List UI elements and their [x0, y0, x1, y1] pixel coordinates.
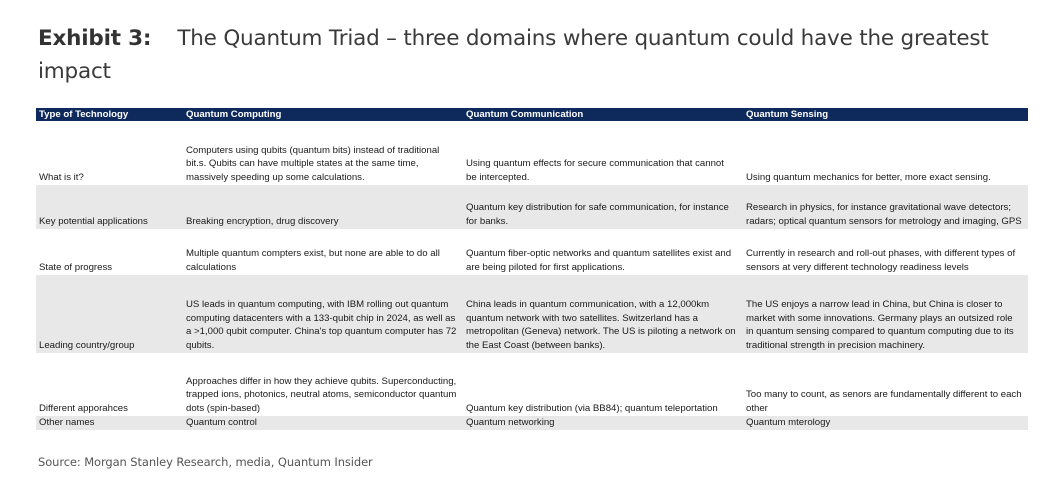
- sensing-cell: Quantum mterology: [743, 416, 1028, 430]
- row-label: Leading country/group: [36, 275, 183, 353]
- computing-cell: Approaches differ in how they achieve qubits. Superconducting, trapped ions, photonics, neutral atoms, semiconductor quantum dots (spin-based): [186, 375, 457, 415]
- row-label: What is it?: [39, 172, 84, 184]
- row-label: Key potential applications: [36, 185, 183, 229]
- exhibit-label: Exhibit 3:: [38, 26, 152, 51]
- table-row-what-is-it: [36, 121, 1028, 185]
- table-header-row: [36, 108, 1028, 121]
- sensing-cell: The US enjoys a narrow lead in China, but China is closer to market with some innovations. Germany plays an outsized role in quantum sensing compared to quantum computing due to its traditional strength in precision machinery.: [743, 275, 1028, 353]
- row-label: State of progress: [39, 262, 113, 274]
- exhibit-title: [38, 22, 1028, 88]
- table-row-key-applications: [36, 185, 1028, 229]
- header-type-of-technology: Type of Technology: [36, 108, 183, 121]
- source-note: Source: Morgan Stanley Research, media, Quantum Insider: [38, 455, 373, 469]
- sensing-cell: Too many to count, as senors are fundamentally different to each other: [746, 389, 1022, 415]
- table-row-other-names: [36, 416, 1028, 430]
- communication-cell: China leads in quantum communication, with a 12,000km quantum network with two satellites. Switzerland has a metropolitan (Geneva) network. The US is piloting a network on the East Coast (between banks).: [463, 275, 743, 353]
- communication-cell: Quantum key distribution for safe communication, for instance for banks.: [463, 185, 743, 229]
- communication-cell: Quantum fiber-optic networks and quantum satellites exist and are being piloted for first applications.: [466, 248, 732, 274]
- sensing-cell: Research in physics, for instance gravitational wave detectors; radars; optical quantum sensors for metrology and imaging, GPS: [743, 185, 1028, 229]
- sensing-cell: Using quantum mechanics for better, more exact sensing.: [746, 172, 991, 184]
- communication-cell: Quantum networking: [463, 416, 743, 430]
- table-row-leading-country: [36, 275, 1028, 353]
- table-row-different-approaches: [36, 353, 1028, 416]
- row-label: Other names: [36, 416, 183, 430]
- computing-cell: Quantum control: [183, 416, 463, 430]
- computing-cell: US leads in quantum computing, with IBM rolling out quantum computing datacenters with a 133-qubit chip in 2024, as well as a >1,000 qubit computer. China's top quantum computer has 72 qubits.: [183, 275, 463, 353]
- communication-cell: Quantum key distribution (via BB84); quantum teleportation: [466, 403, 718, 415]
- computing-cell: Multiple quantum compters exist, but none are able to do all calculations: [186, 248, 440, 274]
- header-quantum-communication: Quantum Communication: [463, 108, 743, 121]
- header-quantum-sensing: Quantum Sensing: [743, 108, 1028, 121]
- sensing-cell: Currently in research and roll-out phases, with different types of sensors at very different technology readiness levels: [746, 248, 1016, 274]
- row-label: Different apporahces: [39, 403, 128, 415]
- computing-cell: Breaking encryption, drug discovery: [183, 185, 463, 229]
- table-row-state-of-progress: [36, 229, 1028, 275]
- computing-cell: Computers using qubits (quantum bits) instead of traditional bit.s. Qubits can have multiple states at the same time, massively speeding up some calculations.: [186, 144, 440, 184]
- quantum-triad-table: [36, 108, 1028, 430]
- exhibit-title-text: The Quantum Triad – three domains where quantum could have the greatest impact: [38, 26, 989, 84]
- communication-cell: Using quantum effects for secure communication that cannot be intercepted.: [466, 158, 724, 184]
- header-quantum-computing: Quantum Computing: [183, 108, 463, 121]
